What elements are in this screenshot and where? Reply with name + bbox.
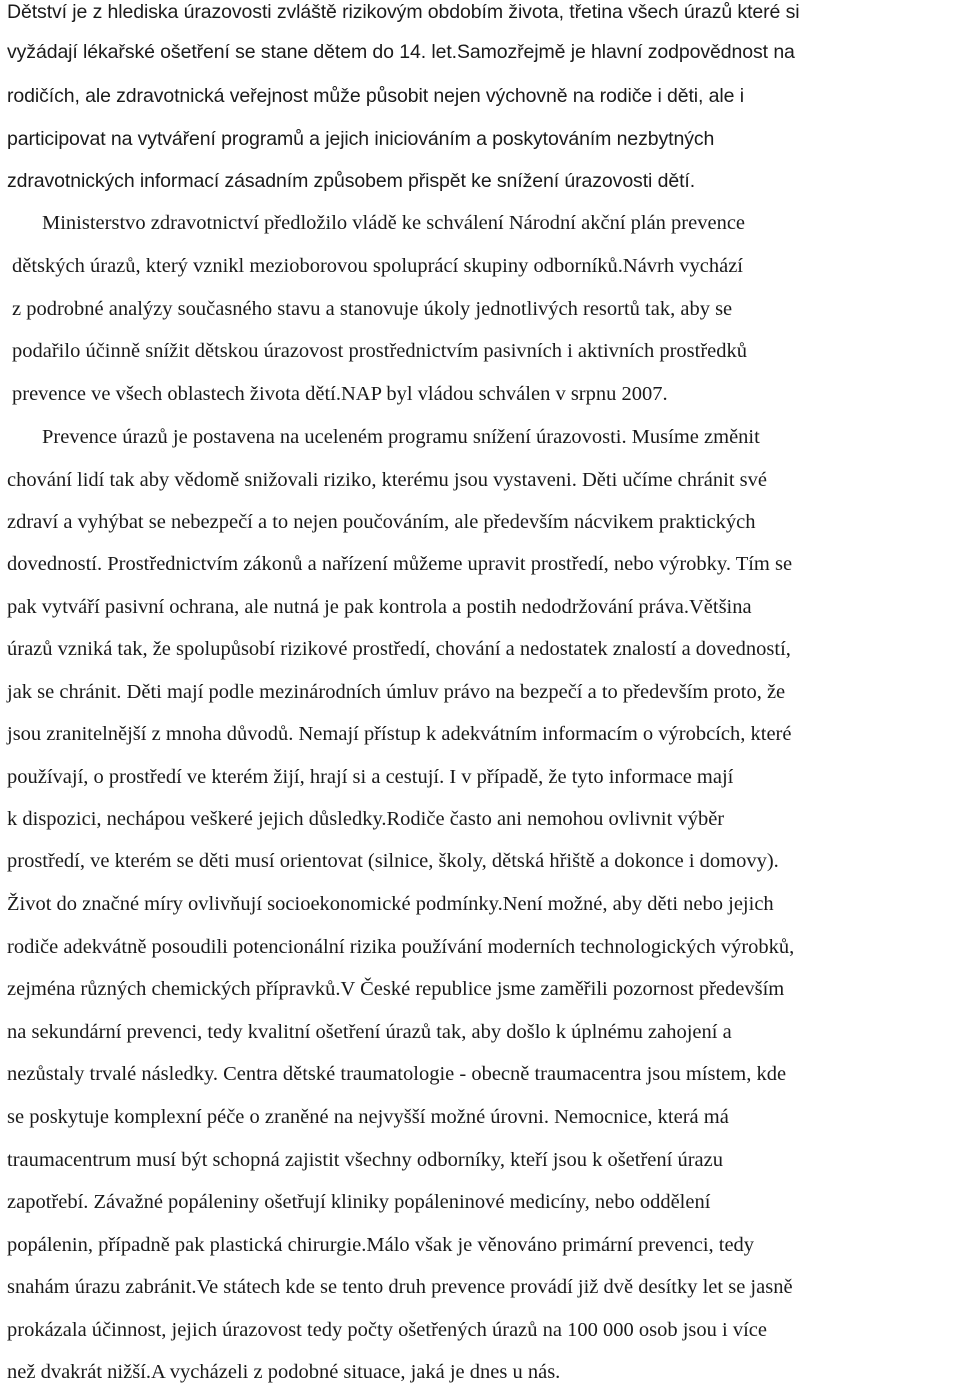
- text-line: Život do značné míry ovlivňují socioekonomické podmínky.Není možné, aby děti nebo jejich: [7, 893, 774, 915]
- text-line: zdravotnických informací zásadním způsobem přispět ke snížení úrazovosti dětí.: [7, 170, 696, 192]
- text-line: nezůstaly trvalé následky. Centra dětské traumatologie - obecně traumacentra jsou místem, kde: [7, 1063, 787, 1085]
- text-line: Ministerstvo zdravotnictví předložilo vládě ke schválení Národní akční plán prevence: [42, 212, 746, 234]
- text-line: pak vytváří pasivní ochrana, ale nutná je pak kontrola a postih nedodržování práva.Většina: [7, 596, 752, 618]
- text-line: prostředí, ve kterém se děti musí orientovat (silnice, školy, dětská hřiště a dokonce i domovy).: [7, 850, 779, 872]
- text-line: chování lidí tak aby vědomě snižovali riziko, kterému jsou vystaveni. Děti učíme chránit své: [7, 469, 768, 491]
- text-segment: vyžádají lékařské ošetření se stane dětem do 14. let.: [7, 41, 457, 63]
- text-segment: Samozřejmě je hlavní zodpovědnost na: [456, 41, 795, 63]
- text-line: Prevence úrazů je postavena na uceleném programu snížení úrazovosti. Musíme změnit: [42, 426, 760, 448]
- text-line: dětských úrazů, který vznikl mezioborovou spoluprácí skupiny odborníků.Návrh vychází: [12, 255, 743, 277]
- text-line: zejména různých chemických přípravků.V České republice jsme zaměřili pozornost především: [7, 978, 785, 1000]
- text-line: participovat na vytváření programů a jejich iniciováním a poskytováním nezbytných: [7, 128, 715, 150]
- text-line: úrazů vzniká tak, že spolupůsobí rizikové prostředí, chování a nedostatek znalostí a dovedností,: [7, 638, 791, 660]
- text-line: popálenin, případně pak plastická chirurgie.Málo však je věnováno primární prevenci, tedy: [7, 1234, 755, 1256]
- text-line: Dětství je z hlediska úrazovosti zvláště rizikovým obdobím života, třetina všech úrazů které si: [7, 1, 800, 23]
- text-line: rodiče adekvátně posoudili potencionální rizika používání moderních technologických výrobků,: [7, 936, 795, 958]
- text-line: z podrobné analýzy současného stavu a stanovuje úkoly jednotlivých resortů tak, aby se: [12, 298, 733, 320]
- text-line: prokázala účinnost, jejich úrazovost tedy počty ošetřených úrazů na 100 000 osob jsou i více: [7, 1319, 767, 1341]
- text-line: podařilo účinně snížit dětskou úrazovost prostřednictvím pasivních i aktivních prostředků: [12, 340, 747, 362]
- text-line: k dispozici, nechápou veškeré jejich důsledky.Rodiče často ani nemohou ovlivnit výběr: [7, 808, 725, 830]
- text-line: rodičích, ale zdravotnická veřejnost může působit nejen výchovně na rodiče i děti, ale i: [7, 85, 744, 107]
- text-line: prevence ve všech oblastech života dětí.NAP byl vládou schválen v srpnu 2007.: [12, 383, 668, 405]
- text-line: snahám úrazu zabránit.Ve státech kde se tento druh prevence provádí již dvě desítky let se jasně: [7, 1276, 793, 1298]
- text-line: než dvakrát nižší.A vycházeli z podobné situace, jaká je dnes u nás.: [7, 1361, 561, 1383]
- text-line: traumacentrum musí být schopná zajistit všechny odborníky, kteří jsou k ošetření úrazu: [7, 1149, 723, 1171]
- text-line: jak se chránit. Děti mají podle mezinárodních úmluv právo na bezpečí a to především proto, že: [7, 681, 786, 703]
- text-line: jsou zranitelnější z mnoha důvodů. Nemají přístup k adekvátním informacím o výrobcích, které: [7, 723, 792, 745]
- text-line: [7, 40, 795, 64]
- text-line: používají, o prostředí ve kterém žijí, hrají si a cestují. I v případě, že tyto informace mají: [7, 766, 734, 788]
- text-line: zapotřebí. Závažné popáleniny ošetřují kliniky popáleninové medicíny, nebo oddělení: [7, 1191, 711, 1213]
- text-line: dovedností. Prostřednictvím zákonů a nařízení můžeme upravit prostředí, nebo výrobky. Tím se: [7, 553, 793, 575]
- text-line: se poskytuje komplexní péče o zraněné na nejvyšší možné úrovni. Nemocnice, která má: [7, 1106, 729, 1128]
- text-line: zdraví a vyhýbat se nebezpečí a to nejen poučováním, ale především nácvikem praktických: [7, 511, 756, 533]
- text-line: na sekundární prevenci, tedy kvalitní ošetření úrazů tak, aby došlo k úplnému zahojení a: [7, 1021, 732, 1043]
